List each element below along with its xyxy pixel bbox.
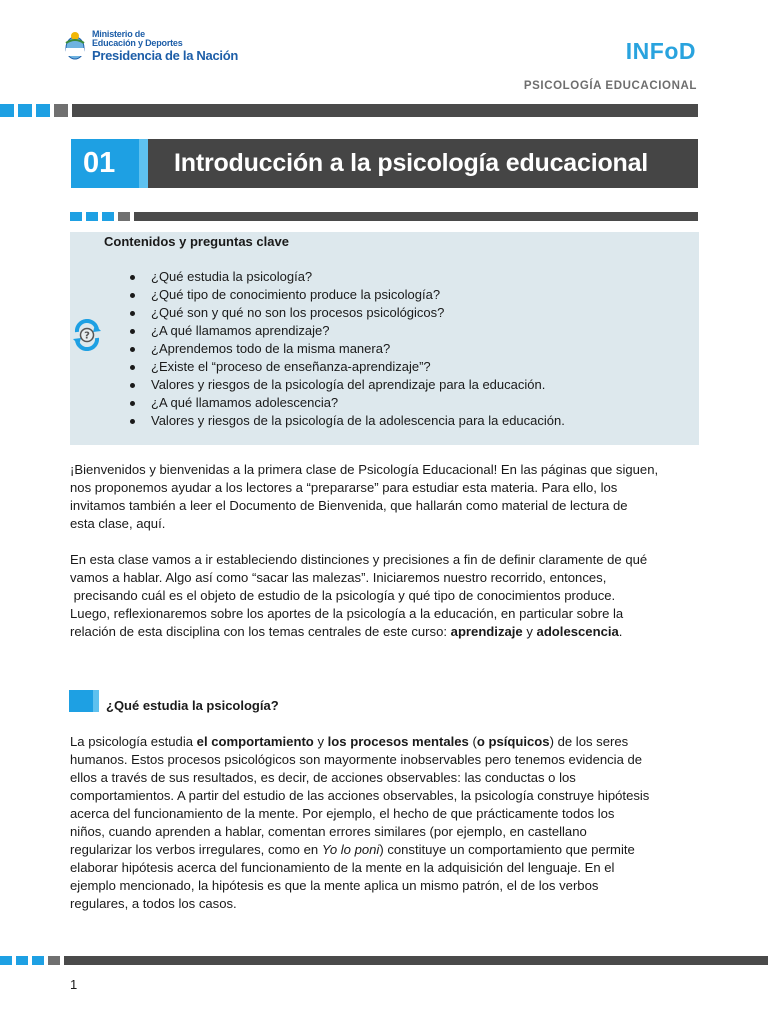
svg-text:?: ? xyxy=(84,330,90,342)
intro-paragraph-2 xyxy=(70,551,710,641)
text-span: ) de los seres xyxy=(549,734,629,749)
list-item: ¿Existe el “proceso de enseñanza-aprendizaje”? xyxy=(128,358,565,376)
list-item: ¿Aprendemos todo de la misma manera? xyxy=(128,340,565,358)
text-line xyxy=(70,623,710,641)
keyword-aprendizaje: aprendizaje xyxy=(450,624,523,639)
footer-divider xyxy=(0,956,768,965)
text-span: La psicología estudia xyxy=(70,734,197,749)
text-line: regulares, a todos los casos. xyxy=(70,896,237,911)
section-title: ¿Qué estudia la psicología? xyxy=(106,698,279,713)
text-line: esta clase, aquí. xyxy=(70,516,166,531)
text-line xyxy=(70,733,710,751)
text-line: comportamientos. A partir del estudio de las acciones observables, la psicología construye hipótesis xyxy=(70,788,650,803)
national-seal-icon xyxy=(64,31,86,61)
intro-paragraph-1 xyxy=(70,461,710,533)
text-line: ellos a través de sus resultados, es decir, de acciones observables: las conductas o los xyxy=(70,770,576,785)
text-line: acerca del funcionamiento de la mente. Por ejemplo, el hecho de que prácticamente todos los xyxy=(70,806,615,821)
page-number: 1 xyxy=(70,977,78,992)
list-item: Valores y riesgos de la psicología de la adolescencia para la educación. xyxy=(128,412,565,430)
text-span: relación de esta disciplina con los temas centrales de este curso: xyxy=(70,624,451,639)
text-span: ( xyxy=(468,734,477,749)
list-item: ¿Qué estudia la psicología? xyxy=(128,268,565,286)
ministry-name-line3: Presidencia de la Nación xyxy=(92,48,238,63)
keyword-comportamiento: el comportamiento xyxy=(196,734,314,749)
ministry-name-line2: Educación y Deportes xyxy=(92,38,183,48)
text-line: En esta clase vamos a ir estableciendo distinciones y precisiones a fin de definir claramente de qué xyxy=(70,552,648,567)
text-line xyxy=(70,841,710,859)
list-item: ¿Qué son y qué no son los procesos psicológicos? xyxy=(128,304,565,322)
chapter-divider xyxy=(70,212,698,221)
ministry-logo xyxy=(64,30,238,62)
section-paragraph xyxy=(70,733,710,913)
text-line: humanos. Estos procesos psicológicos son mayormente inobservables pero tenemos evidencia de xyxy=(70,752,643,767)
text-line: elaborar hipótesis acerca del funcionamiento de la mente en la adquisición del lenguaje. En el xyxy=(70,860,615,875)
text-span: regularizar los verbos irregulares, como en xyxy=(70,842,322,857)
keyword-procesos-mentales: los procesos mentales xyxy=(327,734,469,749)
infod-logo: INFoD xyxy=(625,38,696,64)
text-line: ¡Bienvenidos y bienvenidas a la primera clase de Psicología Educacional! En las páginas que siguen, xyxy=(70,462,659,477)
course-name: PSICOLOGÍA EDUCACIONAL xyxy=(523,80,697,92)
header-divider xyxy=(0,104,698,117)
text-line: nos proponemos ayudar a los lectores a “prepararse” para estudiar esta materia. Para ello, los xyxy=(70,480,618,495)
ministry-name-line1: Ministerio de xyxy=(92,29,145,39)
chapter-header xyxy=(71,139,698,188)
text-line: ejemplo mencionado, la hipótesis es que la mente aplica un mismo patrón, el de los verbos xyxy=(70,878,599,893)
chapter-separator xyxy=(139,139,148,188)
list-item: ¿Qué tipo de conocimiento produce la psicología? xyxy=(128,286,565,304)
keyword-adolescencia: adolescencia xyxy=(536,624,619,639)
key-questions-list xyxy=(128,268,565,430)
text-span: ) constituye un comportamiento que permite xyxy=(379,842,635,857)
chapter-number: 01 xyxy=(71,139,139,188)
text-line: Luego, reflexionaremos sobre los aportes de la psicología a la educación, en particular sobre la xyxy=(70,606,624,621)
chapter-title: Introducción a la psicología educacional xyxy=(148,139,698,188)
contents-title: Contenidos y preguntas clave xyxy=(104,234,289,249)
text-span: y xyxy=(522,624,537,639)
text-line: invitamos también a leer el Documento de Bienvenida, que hallarán como material de lectura de xyxy=(70,498,628,513)
list-item: Valores y riesgos de la psicología del aprendizaje para la educación. xyxy=(128,376,565,394)
text-line: vamos a hablar. Algo así como “sacar las malezas”. Iniciaremos nuestro recorrido, entonces, xyxy=(70,570,607,585)
question-cycle-icon xyxy=(71,319,103,351)
keyword-psiquicos: o psíquicos xyxy=(476,734,550,749)
list-item: ¿A qué llamamos aprendizaje? xyxy=(128,322,565,340)
section-marker-icon xyxy=(69,690,99,712)
text-span: . xyxy=(618,624,623,639)
example-italic: Yo lo poni xyxy=(321,842,380,857)
text-span: y xyxy=(313,734,328,749)
text-line: niños, cuando aprenden a hablar, comentan errores similares (por ejemplo, en castellano xyxy=(70,824,587,839)
list-item: ¿A qué llamamos adolescencia? xyxy=(128,394,565,412)
text-line: precisando cuál es el objeto de estudio de la psicología y qué tipo de conocimientos produce. xyxy=(70,588,616,603)
key-contents-box xyxy=(70,232,699,445)
